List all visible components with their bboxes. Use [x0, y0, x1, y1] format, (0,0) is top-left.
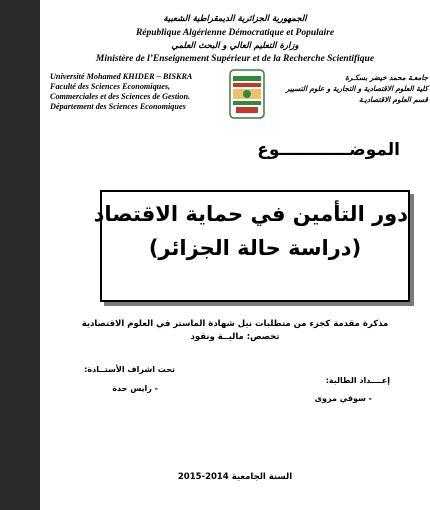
student-label: إعــــداد الطالبة:	[325, 376, 390, 385]
thesis-subtitle: (دراسة حالة الجزائر)	[148, 236, 362, 260]
university-french-block	[50, 72, 225, 112]
faculty-line1-fr: Faculté des Sciences Economiques,	[50, 82, 171, 91]
thesis-description	[40, 318, 430, 344]
republic-french: République Algérienne Démocratique et Populaire	[135, 28, 335, 38]
title-box	[93, 190, 410, 302]
student-name: - سوفي مروى	[314, 394, 372, 403]
subject-label: الموضــــــــــــوع	[257, 140, 400, 160]
faculty-line2-fr: Commerciales et des Sciences de Gestion.	[50, 92, 191, 101]
supervisor-name: - رايس حدة	[112, 384, 158, 393]
university-arabic-block	[268, 72, 428, 105]
department-fr: Département des Sciences Economiques	[50, 102, 186, 111]
thesis-title: دور التأمين في حماية الاقتصاد	[93, 202, 408, 226]
ministry-arabic: وزارة التعليم العالي و البحث العلمي	[171, 41, 299, 51]
ministry-french: Ministère de l’Enseignement Supérieur et de la Recherche Scientifique	[95, 54, 375, 64]
republic-arabic: الجمهورية الجزائرية الديمقراطية الشعبية	[163, 14, 307, 24]
academic-year: السنة الجامعية 2014-2015	[177, 472, 293, 482]
university-logo-icon	[228, 68, 266, 120]
thesis-specialty-line: تخصص: ماليــة ونقود	[190, 332, 280, 342]
university-name-fr: Université Mohamed KHIDER – BISKRA	[50, 72, 193, 81]
university-name-ar: جامعـة محمد خيضر بسكـرة	[345, 73, 428, 82]
faculty-ar: كلية العلوم الاقتصادية و التجارية و علوم التسيير	[285, 84, 428, 93]
dark-side-strip	[0, 0, 40, 510]
thesis-degree-line: مذكرة مقدمة كجزء من متطلبات نيل شهادة الماستر في العلوم الاقتصادية	[81, 319, 389, 329]
department-ar: قسم العلوم الاقتصاديـة	[358, 95, 428, 104]
supervisor-label: تحت اشراف الأستــاذة:	[84, 365, 175, 374]
